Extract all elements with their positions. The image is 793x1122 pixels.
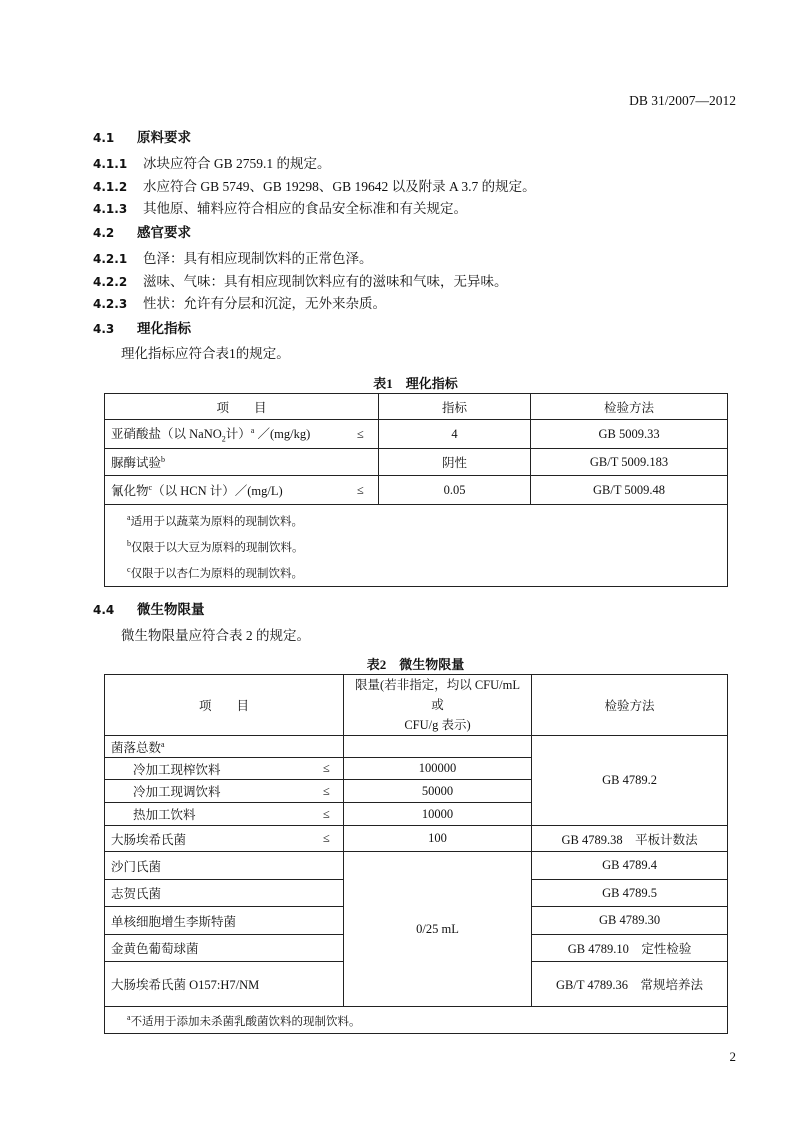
item-cell: 大肠埃希氏菌 bbox=[105, 826, 310, 852]
method-cell: GB 5009.33 bbox=[531, 420, 728, 449]
limit-value: 100 bbox=[344, 826, 532, 852]
header-method: 检验方法 bbox=[532, 675, 728, 736]
clause-4-2-3 bbox=[93, 292, 386, 312]
page-number: 2 bbox=[729, 1049, 736, 1064]
item-cell: 大肠埃希氏菌 O157:H7/NM bbox=[105, 962, 344, 1007]
footnote: $^a$不适用于添加未杀菌乳酸菌饮料的现制饮料。 bbox=[127, 1013, 361, 1028]
method-cell: GB 4789.5 bbox=[532, 880, 728, 907]
item-cell: 热加工饮料 bbox=[105, 803, 310, 826]
index-value: 4 bbox=[379, 420, 531, 449]
table-footnote-row bbox=[105, 505, 728, 587]
comparison-symbol: ≤ bbox=[310, 826, 344, 852]
table-row bbox=[105, 826, 728, 852]
header-item: 项 目 bbox=[105, 394, 379, 420]
clause-4-1-1 bbox=[93, 152, 331, 172]
item-cell: 氰化物$^c$（以 HCN 计）／(mg/L) bbox=[105, 476, 343, 505]
table-row bbox=[105, 736, 728, 758]
clause-text: 水应符合 GB 5749、GB 19298、GB 19642 以及附录 A 3.7 的规定。 bbox=[143, 179, 536, 194]
clause-number: 4.2.2 bbox=[93, 275, 128, 289]
section-number: 4.2 bbox=[93, 226, 115, 240]
index-value: 阴性 bbox=[379, 449, 531, 476]
section-4-2-heading bbox=[93, 221, 191, 241]
item-cell: 志贺氏菌 bbox=[105, 880, 344, 907]
section-title: 感官要求 bbox=[137, 225, 191, 240]
method-cell: GB/T 5009.183 bbox=[531, 449, 728, 476]
section-4-3-text: 理化指标应符合表1的规定。 bbox=[121, 346, 290, 361]
method-cell: GB 4789.38 平板计数法 bbox=[532, 826, 728, 852]
item-cell: 菌落总数$^a$ bbox=[105, 736, 344, 758]
clause-4-1-2 bbox=[93, 175, 536, 195]
limit-value: 100000 bbox=[344, 758, 532, 780]
item-cell: 脲酶试验$^b$ bbox=[105, 449, 343, 476]
item-cell: 冷加工现调饮料 bbox=[105, 780, 310, 803]
method-cell: GB 4789.10 定性检验 bbox=[532, 935, 728, 962]
method-cell: GB/T 5009.48 bbox=[531, 476, 728, 505]
section-4-4-heading bbox=[93, 598, 205, 618]
section-title: 理化指标 bbox=[137, 321, 191, 336]
header-item: 项 目 bbox=[105, 675, 344, 736]
index-value: 0.05 bbox=[379, 476, 531, 505]
section-4-1-heading bbox=[93, 126, 191, 146]
table-2 bbox=[104, 674, 728, 1034]
header-method: 检验方法 bbox=[531, 394, 728, 420]
comparison-symbol: ≤ bbox=[310, 780, 344, 803]
table-1 bbox=[104, 393, 728, 587]
section-number: 4.3 bbox=[93, 322, 115, 336]
table-row bbox=[105, 852, 728, 880]
table-header-row bbox=[105, 394, 728, 420]
item-cell: 冷加工现榨饮料 bbox=[105, 758, 310, 780]
clause-text: 其他原、辅料应符合相应的食品安全标准和有关规定。 bbox=[143, 201, 467, 216]
section-number: 4.4 bbox=[93, 603, 115, 617]
section-title: 微生物限量 bbox=[137, 602, 205, 617]
section-4-3-heading bbox=[93, 317, 191, 337]
comparison-symbol: ≤ bbox=[310, 803, 344, 826]
footnote: $^b$仅限于以大豆为原料的现制饮料。 bbox=[127, 538, 304, 554]
table-footnote-row bbox=[105, 1007, 728, 1034]
limit-value: 50000 bbox=[344, 780, 532, 803]
table-row bbox=[105, 476, 728, 505]
clause-4-2-1 bbox=[93, 247, 373, 267]
footnote: $^c$仅限于以杏仁为原料的现制饮料。 bbox=[127, 564, 304, 580]
comparison-symbol: ≤ bbox=[343, 420, 379, 449]
table-row bbox=[105, 420, 728, 449]
table-2-title: 表2 微生物限量 bbox=[366, 657, 465, 672]
clause-text: 滋味、气味：具有相应现制饮料应有的滋味和气味，无异味。 bbox=[143, 274, 508, 289]
table-row bbox=[105, 449, 728, 476]
clause-number: 4.2.1 bbox=[93, 252, 128, 266]
method-cell: GB 4789.4 bbox=[532, 852, 728, 880]
table-header-row bbox=[105, 675, 728, 736]
item-cell: 亚硝酸盐（以 NaNO$_2$计）$^a$ ／(mg/kg) bbox=[105, 420, 343, 449]
clause-text: 性状：允许有分层和沉淀，无外来杂质。 bbox=[143, 296, 386, 311]
clause-number: 4.1.3 bbox=[93, 202, 128, 216]
footnote: $^a$适用于以蔬菜为原料的现制饮料。 bbox=[127, 513, 304, 528]
header-index: 指标 bbox=[379, 394, 531, 420]
item-cell: 单核细胞增生李斯特菌 bbox=[105, 907, 344, 935]
item-cell: 沙门氏菌 bbox=[105, 852, 344, 880]
clause-4-2-2 bbox=[93, 270, 508, 290]
method-cell: GB 4789.30 bbox=[532, 907, 728, 935]
clause-text: 色泽：具有相应现制饮料的正常色泽。 bbox=[143, 251, 373, 266]
document-code-header: DB 31/2007—2012 bbox=[629, 93, 736, 108]
section-title: 原料要求 bbox=[137, 130, 191, 145]
limit-cell bbox=[344, 736, 532, 758]
comparison-symbol: ≤ bbox=[310, 758, 344, 780]
clause-4-1-3 bbox=[93, 197, 467, 217]
limit-value: 0/25 mL bbox=[344, 852, 532, 1007]
header-limit: 限量(若非指定，均以 CFU/mL 或 CFU/g 表示) bbox=[344, 675, 532, 736]
section-4-4-text: 微生物限量应符合表 2 的规定。 bbox=[121, 628, 310, 643]
section-number: 4.1 bbox=[93, 131, 115, 145]
method-cell: GB/T 4789.36 常规培养法 bbox=[532, 962, 728, 1007]
clause-text: 冰块应符合 GB 2759.1 的规定。 bbox=[143, 156, 331, 171]
clause-number: 4.2.3 bbox=[93, 297, 128, 311]
clause-number: 4.1.2 bbox=[93, 180, 128, 194]
item-cell: 金黄色葡萄球菌 bbox=[105, 935, 344, 962]
method-cell: GB 4789.2 bbox=[532, 736, 728, 826]
comparison-symbol bbox=[343, 449, 379, 476]
comparison-symbol: ≤ bbox=[343, 476, 379, 505]
table-1-title: 表1 理化指标 bbox=[373, 376, 458, 391]
clause-number: 4.1.1 bbox=[93, 157, 128, 171]
limit-value: 10000 bbox=[344, 803, 532, 826]
